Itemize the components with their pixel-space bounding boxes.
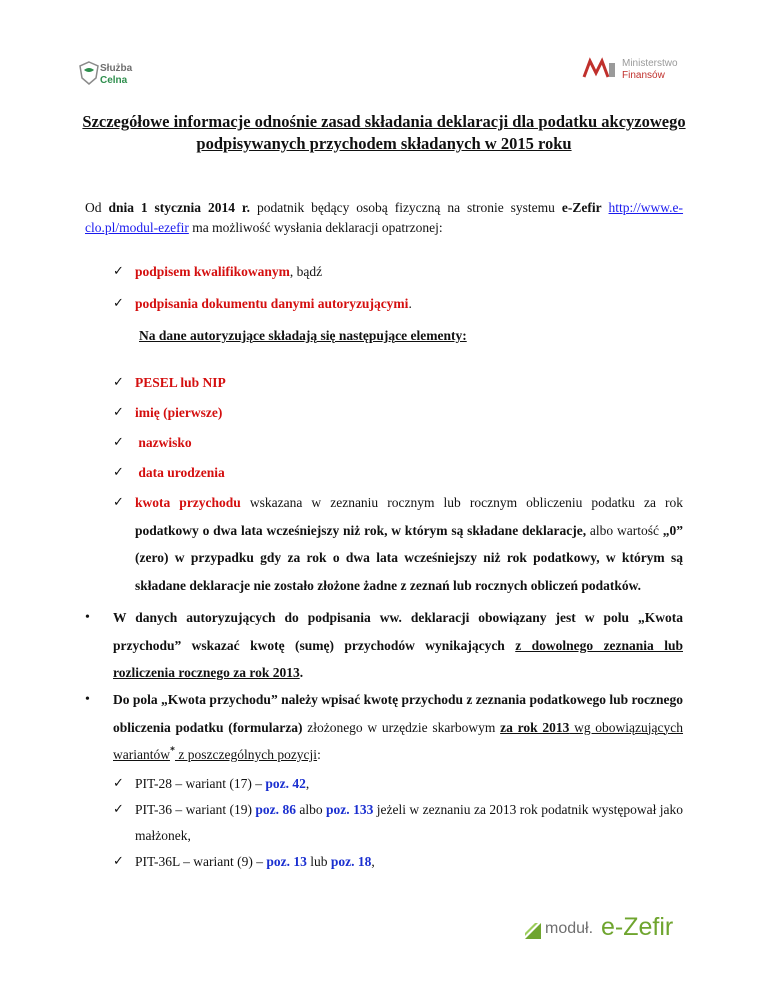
ministerstwo-emblem-icon: [582, 57, 618, 79]
list-item: [113, 293, 683, 315]
list-item: [85, 604, 683, 687]
pit-item-text: ,: [305, 776, 310, 791]
ezefir-link[interactable]: http://www.e-clo.pl/modul-ezefir: [85, 200, 684, 235]
bullet1-text-3: .: [299, 665, 304, 680]
pit-item-position: poz. 133: [326, 802, 374, 817]
signature-option-rest: .: [408, 296, 412, 311]
bullet-icon: •: [85, 692, 90, 707]
list-item: [113, 462, 683, 484]
ministerstwo-logo-line2: Finansów: [622, 70, 665, 81]
pit-item-text: jeżeli w zeznaniu za 2013 rok podatnik występował jako małżonek,: [135, 802, 684, 843]
bullet2-text-6: :: [317, 747, 321, 762]
list-item: [85, 686, 683, 769]
signature-option-rest: , bądź: [289, 264, 323, 279]
pit-item-position: poz. 86: [255, 802, 296, 817]
ministerstwo-logo-line1: Ministerstwo: [622, 58, 678, 69]
pit-item-position: poz. 13: [266, 854, 307, 869]
pit-item-text: PIT-36 – wariant (19): [135, 802, 256, 817]
intro-text-2: podatnik będący osobą fizyczną na stronie systemu: [250, 200, 562, 215]
pit-item-text: ,: [371, 854, 375, 869]
list-item: [113, 372, 683, 394]
income-item-text-2: podatkowy o dwa lata wcześniejszy niż rok, w którym są składane deklaracje,: [135, 522, 587, 538]
bullet2-text-5: z poszczególnych pozycji: [174, 747, 318, 762]
signature-options-list: [113, 261, 683, 325]
bullet1-text-1: W danych autoryzujących do podpisania ww. deklaracji obowiązany jest w polu „Kwota przychodu” wskazać kwotę (sumę) przychodów wynikających: [113, 610, 683, 653]
bullet-icon: •: [85, 610, 90, 625]
instruction-bullet-1: [85, 604, 683, 687]
sluzba-celna-logo: [78, 60, 168, 98]
auth-item-label: imię (pierwsze): [135, 405, 223, 420]
checkmark-icon: ✓: [113, 465, 124, 480]
sluzba-logo-line2: Celna: [100, 75, 128, 86]
list-item: [113, 771, 683, 797]
pit-item-text: lub: [306, 854, 331, 869]
income-item-strong: kwota przychodu: [135, 495, 241, 510]
bullet2-text-1: Do pola „Kwota przychodu” należy wpisać kwotę przychodu z zeznania podatkowego lub rocznego obliczenia podatku (formularza): [113, 692, 683, 735]
income-item-text-4: „0” (zero) w przypadku gdy za rok o dwa lata wcześniejszy niż rok podatkowy, w którym są składane deklaracje nie zostało złożone żadne z zeznań lub rocznych obliczeń podatków.: [135, 522, 683, 593]
ezefir-emblem-icon: [525, 921, 541, 939]
intro-paragraph: [85, 198, 683, 238]
footer-logo-prefix: moduł.: [545, 920, 594, 937]
auth-data-heading: Na dane autoryzujące składają się następujące elementy:: [139, 328, 467, 343]
bullet2-text-3: za rok 2013: [500, 719, 570, 735]
intro-text-3: ma możliwość wysłania deklaracji opatrzonej:: [188, 220, 443, 235]
list-item: [113, 489, 683, 599]
footnote-marker: *: [169, 745, 175, 757]
checkmark-icon: ✓: [113, 776, 124, 791]
document-title: Szczegółowe informacje odnośnie zasad składania deklaracji dla podatku akcyzowego podpisywanych przychodem składanych w 2015 roku: [82, 112, 686, 153]
income-item-text-1: wskazana w zeznaniu rocznym lub rocznym obliczeniu podatku za rok: [240, 495, 683, 510]
list-item: [113, 849, 683, 875]
auth-data-list: [113, 372, 683, 607]
checkmark-icon: ✓: [113, 375, 124, 390]
intro-system-name: e-Zefir: [561, 200, 602, 215]
auth-item-label: PESEL lub NIP: [135, 375, 226, 390]
list-item: [113, 797, 683, 849]
modul-ezefir-logo: [525, 915, 675, 945]
intro-date: dnia 1 stycznia 2014 r.: [108, 200, 251, 215]
ministerstwo-finansow-logo: [582, 55, 702, 85]
income-item-text-3: albo wartość: [586, 522, 663, 538]
checkmark-icon: ✓: [113, 495, 124, 510]
pit-item-text: albo: [295, 802, 327, 817]
pit-item-position: poz. 42: [265, 776, 306, 791]
sluzba-logo-line1: Służba: [100, 63, 133, 74]
checkmark-icon: ✓: [113, 296, 124, 311]
checkmark-icon: ✓: [113, 264, 124, 279]
bullet2-text-4: wg obowiązujących wariantów: [113, 719, 684, 762]
checkmark-icon: ✓: [113, 802, 124, 817]
signature-option-strong: podpisania dokumentu danymi autoryzującymi: [135, 296, 409, 311]
instruction-bullet-2: [85, 686, 683, 769]
intro-text-1: Od: [85, 200, 109, 215]
signature-option-strong: podpisem kwalifikowanym: [135, 264, 290, 279]
checkmark-icon: ✓: [113, 854, 124, 869]
pit-item-text: PIT-36L – wariant (9) –: [135, 854, 267, 869]
checkmark-icon: ✓: [113, 405, 124, 420]
sluzba-celna-emblem-icon: [78, 60, 100, 86]
list-item: [113, 432, 683, 454]
list-item: [113, 402, 683, 424]
pit-forms-list: [113, 771, 683, 875]
list-item: [113, 261, 683, 283]
checkmark-icon: ✓: [113, 435, 124, 450]
bullet1-text-2: z dowolnego zeznania lub rozliczenia rocznego za rok 2013: [113, 637, 683, 680]
auth-item-label: nazwisko: [135, 435, 192, 450]
pit-item-text: PIT-28 – wariant (17) –: [135, 776, 266, 791]
pit-item-position: poz. 18: [330, 854, 372, 869]
bullet2-text-2: złożonego w urzędzie skarbowym: [302, 719, 501, 735]
footer-logo-name: e-Zefir: [601, 913, 674, 941]
auth-item-label: data urodzenia: [135, 465, 225, 480]
